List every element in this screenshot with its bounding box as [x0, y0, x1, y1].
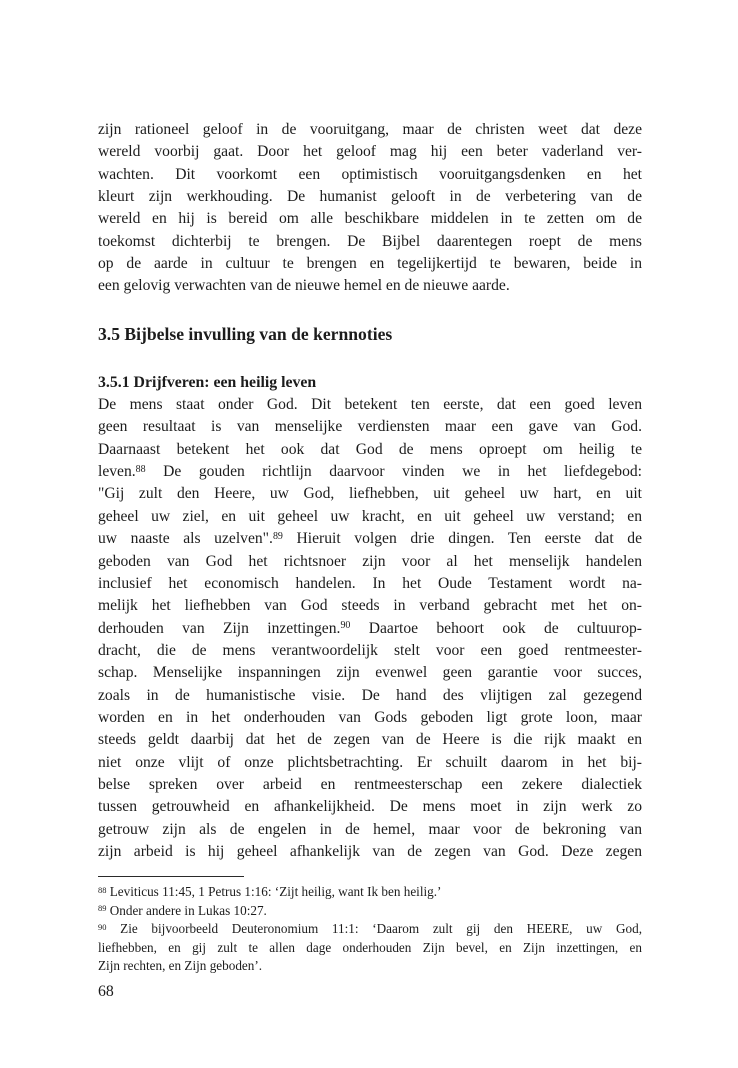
text-line: wereld voorbij gaat. Door het geloof mag hij een beter vaderland ver-: [98, 143, 642, 161]
text-line: $^{89}$ Onder andere in Lukas 10:27.: [98, 902, 267, 918]
text-line: getrouw zijn als de engelen in de hemel, maar voor de bekroning van: [98, 820, 642, 838]
text-line: geboden van God het richtsnoer zijn voor al het menselijk handelen: [98, 552, 642, 570]
text-line: wereld en hij is bereid om alle beschikbare middelen in te zetten om de: [98, 210, 642, 228]
footnote-88: [98, 883, 642, 902]
text-line: De mens staat onder God. Dit betekent ten eerste, dat een goed leven: [98, 396, 642, 414]
text-line: wachten. Dit voorkomt een optimistisch vooruitgangsdenken en het: [98, 165, 642, 183]
text-line: geheel uw ziel, en uit geheel uw kracht, en uit geheel uw verstand; en: [98, 507, 642, 525]
text-line: liefhebben, en gij zult te allen dage onderhouden Zijn bevel, en Zijn inzettingen, en: [98, 939, 642, 955]
footnote-marker: 88: [135, 463, 146, 475]
text-line: toekomst dichterbij te brengen. De Bijbel daarentegen roept de mens: [98, 232, 642, 250]
text-line: $^{88}$ Leviticus 11:45, 1 Petrus 1:16: ‘Zijt heilig, want Ik ben heilig.’: [98, 884, 442, 900]
text-line: zoals in de humanistische visie. De hand des vlijtigen zal gezegend: [98, 686, 642, 704]
footnote-89: [98, 902, 642, 921]
text-line: Daarnaast betekent het ook dat God de mens oproept om heilig te: [98, 440, 642, 458]
text-line: $^{90}$ Zie bijvoorbeeld Deuteronomium 11:1: ‘Daarom zult gij den HEERE, uw God,: [98, 921, 642, 937]
footnote-marker: 88: [98, 884, 107, 895]
text-line: zijn rationeel geloof in de vooruitgang, maar de christen weet dat deze: [98, 121, 642, 138]
text-line: inclusief het economisch handelen. In het Oude Testament wordt na-: [98, 574, 642, 592]
text-line: uw naaste als uzelven".$^{89}$ Hieruit volgen drie dingen. Ten eerste dat de: [98, 530, 642, 548]
footnote-90: [98, 920, 642, 976]
text-line: kleurt zijn werkhouding. De humanist gelooft in de verbetering van de: [98, 188, 642, 206]
body-paragraph-2: [98, 394, 642, 863]
text-line: een gelovig verwachten van de nieuwe hemel en de nieuwe aarde.: [98, 277, 510, 295]
text-line: dracht, die de mens verantwoordelijk stelt voor een goed rentmeester-: [98, 641, 642, 659]
text-line: melijk het liefhebben van God steeds in verband gebracht met het on-: [98, 597, 642, 615]
footnotes: [98, 883, 642, 976]
text-line: tussen getrouwheid en afhankelijkheid. De mens moet in zijn werk zo: [98, 798, 642, 816]
text-line: Zijn rechten, en Zijn geboden’.: [98, 958, 263, 974]
text-line: leven.$^{88}$ De gouden richtlijn daarvoor vinden we in het liefdegebod:: [98, 463, 642, 481]
footnote-separator: [98, 876, 244, 877]
text-line: steeds geldt daarbij dat het de zegen van de Heere is die rijk maakt en: [98, 731, 642, 749]
text-line: op de aarde in cultuur te brengen en tegelijkertijd te bewaren, beide in: [98, 255, 642, 273]
text-line: belse spreken over arbeid en rentmeesterschap een zekere dialectiek: [98, 775, 642, 793]
footnote-marker: 90: [98, 921, 107, 932]
section-heading: 3.5 Bijbelse invulling van de kernnoties: [98, 323, 393, 344]
text-line: "Gij zult den Heere, uw God, liefhebben, uit geheel uw hart, en uit: [98, 485, 642, 503]
text-line: geen resultaat is van menselijke verdiensten maar een gave van God.: [98, 418, 642, 436]
text-line: schap. Menselijke inspanningen zijn evenwel geen garantie voor succes,: [98, 664, 642, 682]
page-number: 68: [98, 982, 114, 1000]
subsection-heading: 3.5.1 Drijfveren: een heilig leven: [98, 373, 317, 391]
text-line: zijn arbeid is hij geheel afhankelijk van de zegen van God. Deze zegen: [98, 842, 642, 860]
text-line: worden en in het onderhouden van Gods geboden ligt grote loon, maar: [98, 708, 642, 726]
footnote-marker: 90: [340, 620, 351, 632]
footnote-marker: 89: [98, 903, 107, 914]
text-content: [98, 0, 642, 1003]
body-paragraph-1: [98, 119, 642, 298]
text-line: niet onze vlijt of onze plichtsbetrachting. Er schuilt daarom in het bij-: [98, 753, 642, 771]
text-line: derhouden van Zijn inzettingen.$^{90}$ Daartoe behoort ook de cultuurop-: [98, 619, 642, 637]
footnote-marker: 89: [272, 530, 283, 542]
